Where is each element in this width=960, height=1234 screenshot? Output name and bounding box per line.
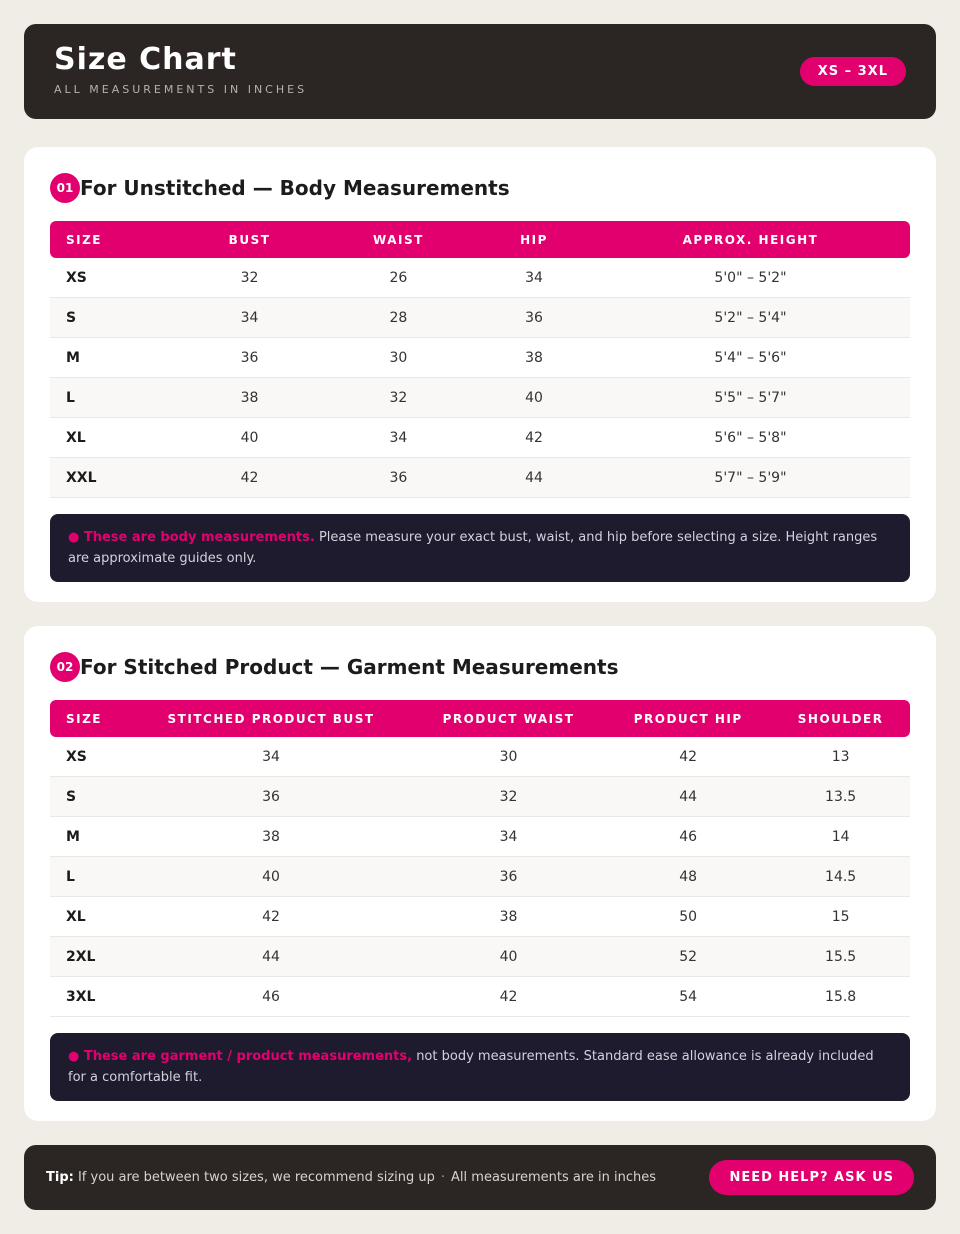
measurement-cell: 36	[477, 298, 591, 338]
measurement-cell: 34	[179, 298, 319, 338]
table-row	[50, 418, 910, 458]
measurement-cell: 28	[320, 298, 478, 338]
size-cell: L	[50, 378, 179, 418]
size-cell: M	[50, 817, 130, 857]
size-cell: XS	[50, 737, 130, 777]
footer-tip	[46, 1145, 656, 1210]
column-header: WAIST	[320, 221, 478, 258]
measurement-cell: 42	[605, 737, 771, 777]
column-header: HIP	[477, 221, 591, 258]
section-heading	[50, 652, 618, 682]
measurement-cell: 44	[477, 458, 591, 498]
page-header	[24, 24, 936, 119]
table-header-row	[50, 700, 910, 737]
measurement-cell: 40	[130, 857, 412, 897]
measurement-cell: 5'5" – 5'7"	[591, 378, 910, 418]
measurement-cell: 32	[179, 258, 319, 298]
measurement-cell: 44	[130, 937, 412, 977]
note-highlight: ● These are garment / product measurements,	[68, 1049, 413, 1064]
measurement-cell: 46	[130, 977, 412, 1017]
measurement-cell: 32	[320, 378, 478, 418]
garment-measurements-note	[50, 1033, 910, 1101]
table-row	[50, 977, 910, 1017]
measurement-cell: 15.5	[771, 937, 910, 977]
note-highlight: ● These are body measurements.	[68, 530, 315, 545]
table-row	[50, 258, 910, 298]
column-header: PRODUCT WAIST	[412, 700, 605, 737]
measurement-cell: 32	[412, 777, 605, 817]
measurement-cell: 38	[412, 897, 605, 937]
measurement-cell: 14.5	[771, 857, 910, 897]
body-measurements-table	[50, 221, 910, 498]
table-row	[50, 737, 910, 777]
measurement-cell: 40	[477, 378, 591, 418]
measurement-cell: 26	[320, 258, 478, 298]
measurement-cell: 38	[130, 817, 412, 857]
measurement-cell: 42	[130, 897, 412, 937]
measurement-cell: 46	[605, 817, 771, 857]
note-text: not body measurements. Standard ease allowance is already included for a comfortable fit.	[68, 1049, 874, 1085]
body-measurements-note	[50, 514, 910, 582]
size-cell: 3XL	[50, 977, 130, 1017]
measurement-cell: 13	[771, 737, 910, 777]
size-cell: 2XL	[50, 937, 130, 977]
size-cell: XXL	[50, 458, 179, 498]
measurement-cell: 15	[771, 897, 910, 937]
size-cell: S	[50, 298, 179, 338]
tip-text-units: All measurements are in inches	[451, 1170, 657, 1185]
table-row	[50, 857, 910, 897]
measurement-cell: 40	[412, 937, 605, 977]
page-footer	[24, 1145, 936, 1210]
size-cell: XS	[50, 258, 179, 298]
size-cell: M	[50, 338, 179, 378]
table-row	[50, 338, 910, 378]
unstitched-section	[24, 147, 936, 602]
size-cell: S	[50, 777, 130, 817]
measurement-cell: 36	[412, 857, 605, 897]
measurement-cell: 48	[605, 857, 771, 897]
measurement-cell: 38	[477, 338, 591, 378]
tip-separator: ·	[440, 1170, 446, 1185]
measurement-cell: 34	[320, 418, 478, 458]
table-row	[50, 897, 910, 937]
table-row	[50, 937, 910, 977]
section-heading	[50, 173, 510, 203]
measurement-cell: 30	[320, 338, 478, 378]
measurement-cell: 34	[412, 817, 605, 857]
measurement-cell: 52	[605, 937, 771, 977]
column-header: STITCHED PRODUCT BUST	[130, 700, 412, 737]
measurement-cell: 36	[320, 458, 478, 498]
measurement-cell: 34	[477, 258, 591, 298]
column-header: APPROX. HEIGHT	[591, 221, 910, 258]
garment-measurements-table	[50, 700, 910, 1017]
measurement-cell: 42	[477, 418, 591, 458]
measurement-cell: 38	[179, 378, 319, 418]
measurement-cell: 42	[412, 977, 605, 1017]
size-cell: L	[50, 857, 130, 897]
table-row	[50, 817, 910, 857]
column-header: BUST	[179, 221, 319, 258]
measurement-cell: 54	[605, 977, 771, 1017]
stitched-section	[24, 626, 936, 1121]
table-row	[50, 458, 910, 498]
table-row	[50, 378, 910, 418]
measurement-cell: 30	[412, 737, 605, 777]
measurement-cell: 5'0" – 5'2"	[591, 258, 910, 298]
measurement-cell: 44	[605, 777, 771, 817]
column-header: SIZE	[50, 700, 130, 737]
column-header: PRODUCT HIP	[605, 700, 771, 737]
measurement-cell: 40	[179, 418, 319, 458]
table-row	[50, 298, 910, 338]
note-text: Please measure your exact bust, waist, and hip before selecting a size. Height ranges are approximate guides only.	[68, 530, 878, 566]
size-range-badge: XS – 3XL	[800, 57, 906, 86]
column-header: SIZE	[50, 221, 179, 258]
section-number-badge: 02	[50, 652, 80, 682]
need-help-button[interactable]: NEED HELP? ASK US	[709, 1160, 914, 1195]
tip-label: Tip:	[46, 1170, 74, 1185]
tip-text: If you are between two sizes, we recommend sizing up	[73, 1170, 435, 1185]
measurement-cell: 13.5	[771, 777, 910, 817]
page-title: Size Chart	[54, 42, 237, 77]
measurement-cell: 15.8	[771, 977, 910, 1017]
section-title: For Stitched Product — Garment Measurements	[80, 655, 619, 679]
measurement-cell: 5'4" – 5'6"	[591, 338, 910, 378]
measurement-cell: 42	[179, 458, 319, 498]
size-cell: XL	[50, 897, 130, 937]
section-title: For Unstitched — Body Measurements	[80, 176, 510, 200]
measurement-cell: 36	[179, 338, 319, 378]
measurement-cell: 5'7" – 5'9"	[591, 458, 910, 498]
measurement-cell: 34	[130, 737, 412, 777]
page-subtitle: ALL MEASUREMENTS IN INCHES	[54, 83, 308, 96]
table-header-row	[50, 221, 910, 258]
measurement-cell: 36	[130, 777, 412, 817]
table-row	[50, 777, 910, 817]
measurement-cell: 5'6" – 5'8"	[591, 418, 910, 458]
measurement-cell: 50	[605, 897, 771, 937]
size-cell: XL	[50, 418, 179, 458]
measurement-cell: 5'2" – 5'4"	[591, 298, 910, 338]
section-number-badge: 01	[50, 173, 80, 203]
measurement-cell: 14	[771, 817, 910, 857]
column-header: SHOULDER	[771, 700, 910, 737]
